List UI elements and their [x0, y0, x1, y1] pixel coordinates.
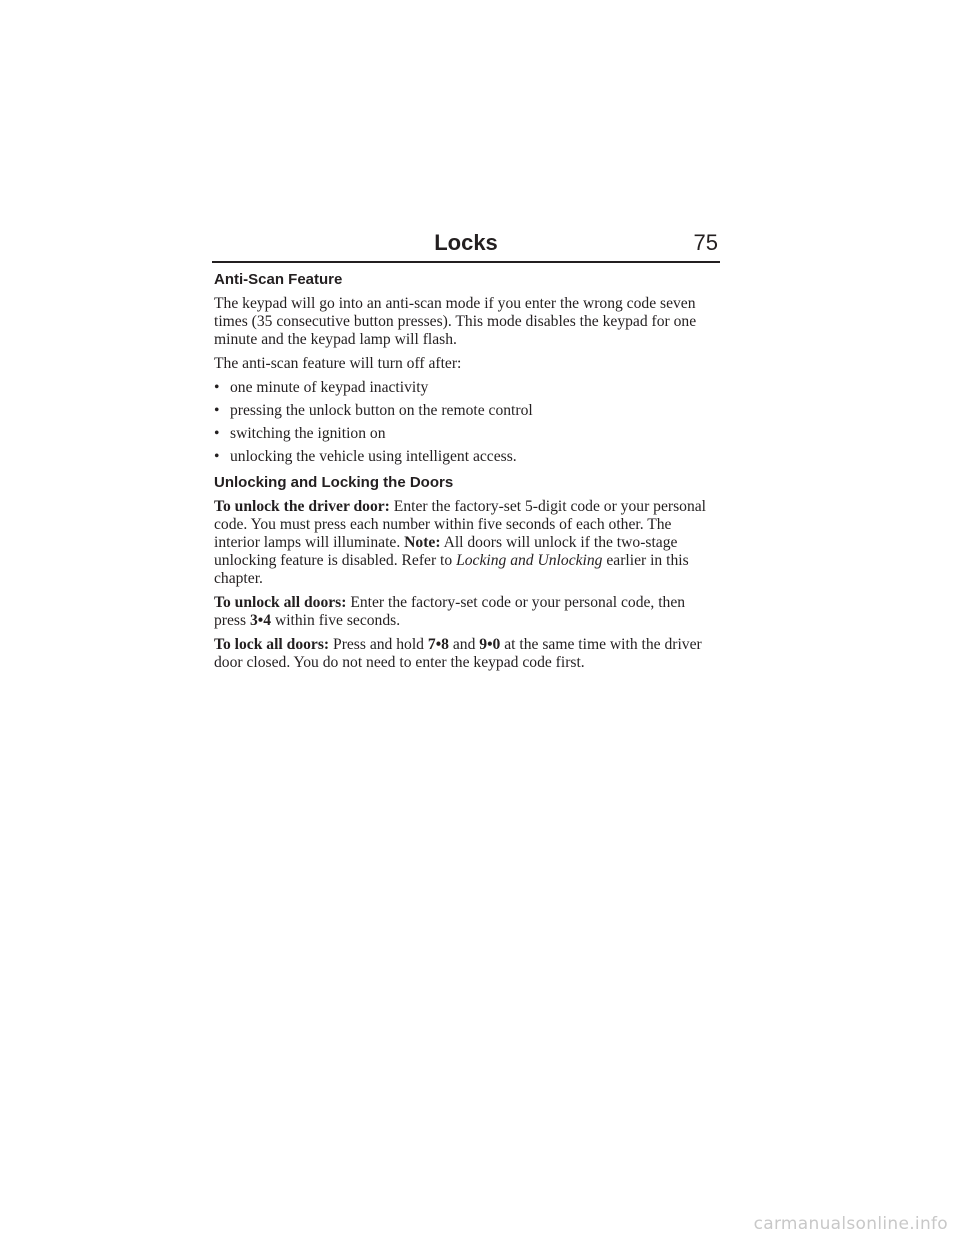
- lock-all-paragraph: [214, 636, 720, 672]
- page-number: 75: [693, 230, 718, 255]
- anti-scan-paragraph: The keypad will go into an anti-scan mode if you enter the wrong code seven times (35 consecutive button presses). This mode disables the keypad for one minute and the keypad lamp will flash.: [214, 295, 697, 348]
- all-doors-label: To unlock all doors:: [214, 594, 347, 611]
- key-combo: 9•0: [479, 636, 501, 653]
- bullet-glyph: •: [214, 425, 220, 442]
- key-combo: 3•4: [249, 612, 272, 629]
- bullet-glyph: •: [214, 448, 220, 465]
- unlocking-heading: Unlocking and Locking the Doors: [214, 474, 454, 491]
- anti-scan-intro: The anti-scan feature will turn off after:: [214, 355, 462, 372]
- list-item: [214, 402, 720, 420]
- driver-door-text: Enter the factory-set 5-digit code or your personal code. You must press each number within five seconds of each other. The interior lamps will illuminate.: [214, 498, 706, 551]
- all-doors-text: Enter the factory-set code or your personal code, then press: [214, 594, 686, 629]
- list-item: [214, 425, 720, 443]
- list-item-text: one minute of keypad inactivity: [230, 379, 429, 396]
- driver-door-label: To unlock the driver door:: [214, 498, 390, 515]
- header-rule: [212, 261, 720, 263]
- driver-door-paragraph: [214, 498, 720, 588]
- list-item-text: switching the ignition on: [230, 425, 386, 442]
- bullet-glyph: •: [214, 402, 220, 419]
- lock-all-text: Press and hold: [333, 636, 424, 653]
- section-title: Locks: [434, 230, 498, 255]
- key-combo: 7•8: [427, 636, 449, 653]
- note-label: Note:: [404, 534, 441, 551]
- list-item: [214, 379, 720, 397]
- list-item: [214, 448, 720, 466]
- conjunction: and: [452, 636, 476, 653]
- all-doors-paragraph: [214, 594, 720, 630]
- bullet-glyph: •: [214, 379, 220, 396]
- list-item-text: unlocking the vehicle using intelligent access.: [230, 448, 517, 465]
- driver-door-trailing: earlier in this chapter.: [214, 552, 689, 587]
- anti-scan-heading: Anti-Scan Feature: [214, 271, 343, 288]
- all-doors-trailing: within five seconds.: [274, 612, 401, 629]
- lock-all-label: To lock all doors:: [214, 636, 330, 653]
- note-text: All doors will unlock if the two-stage unlocking feature is disabled. Refer to: [214, 534, 678, 569]
- page-header: [212, 230, 720, 260]
- watermark: carmanualsonline.info: [753, 1214, 948, 1234]
- page-content: [214, 271, 720, 678]
- lock-all-trailing: at the same time with the driver door closed. You do not need to enter the keypad code first.: [214, 636, 702, 671]
- anti-scan-list: [214, 379, 720, 466]
- cross-reference: Locking and Unlocking: [456, 552, 603, 569]
- list-item-text: pressing the unlock button on the remote control: [230, 402, 533, 419]
